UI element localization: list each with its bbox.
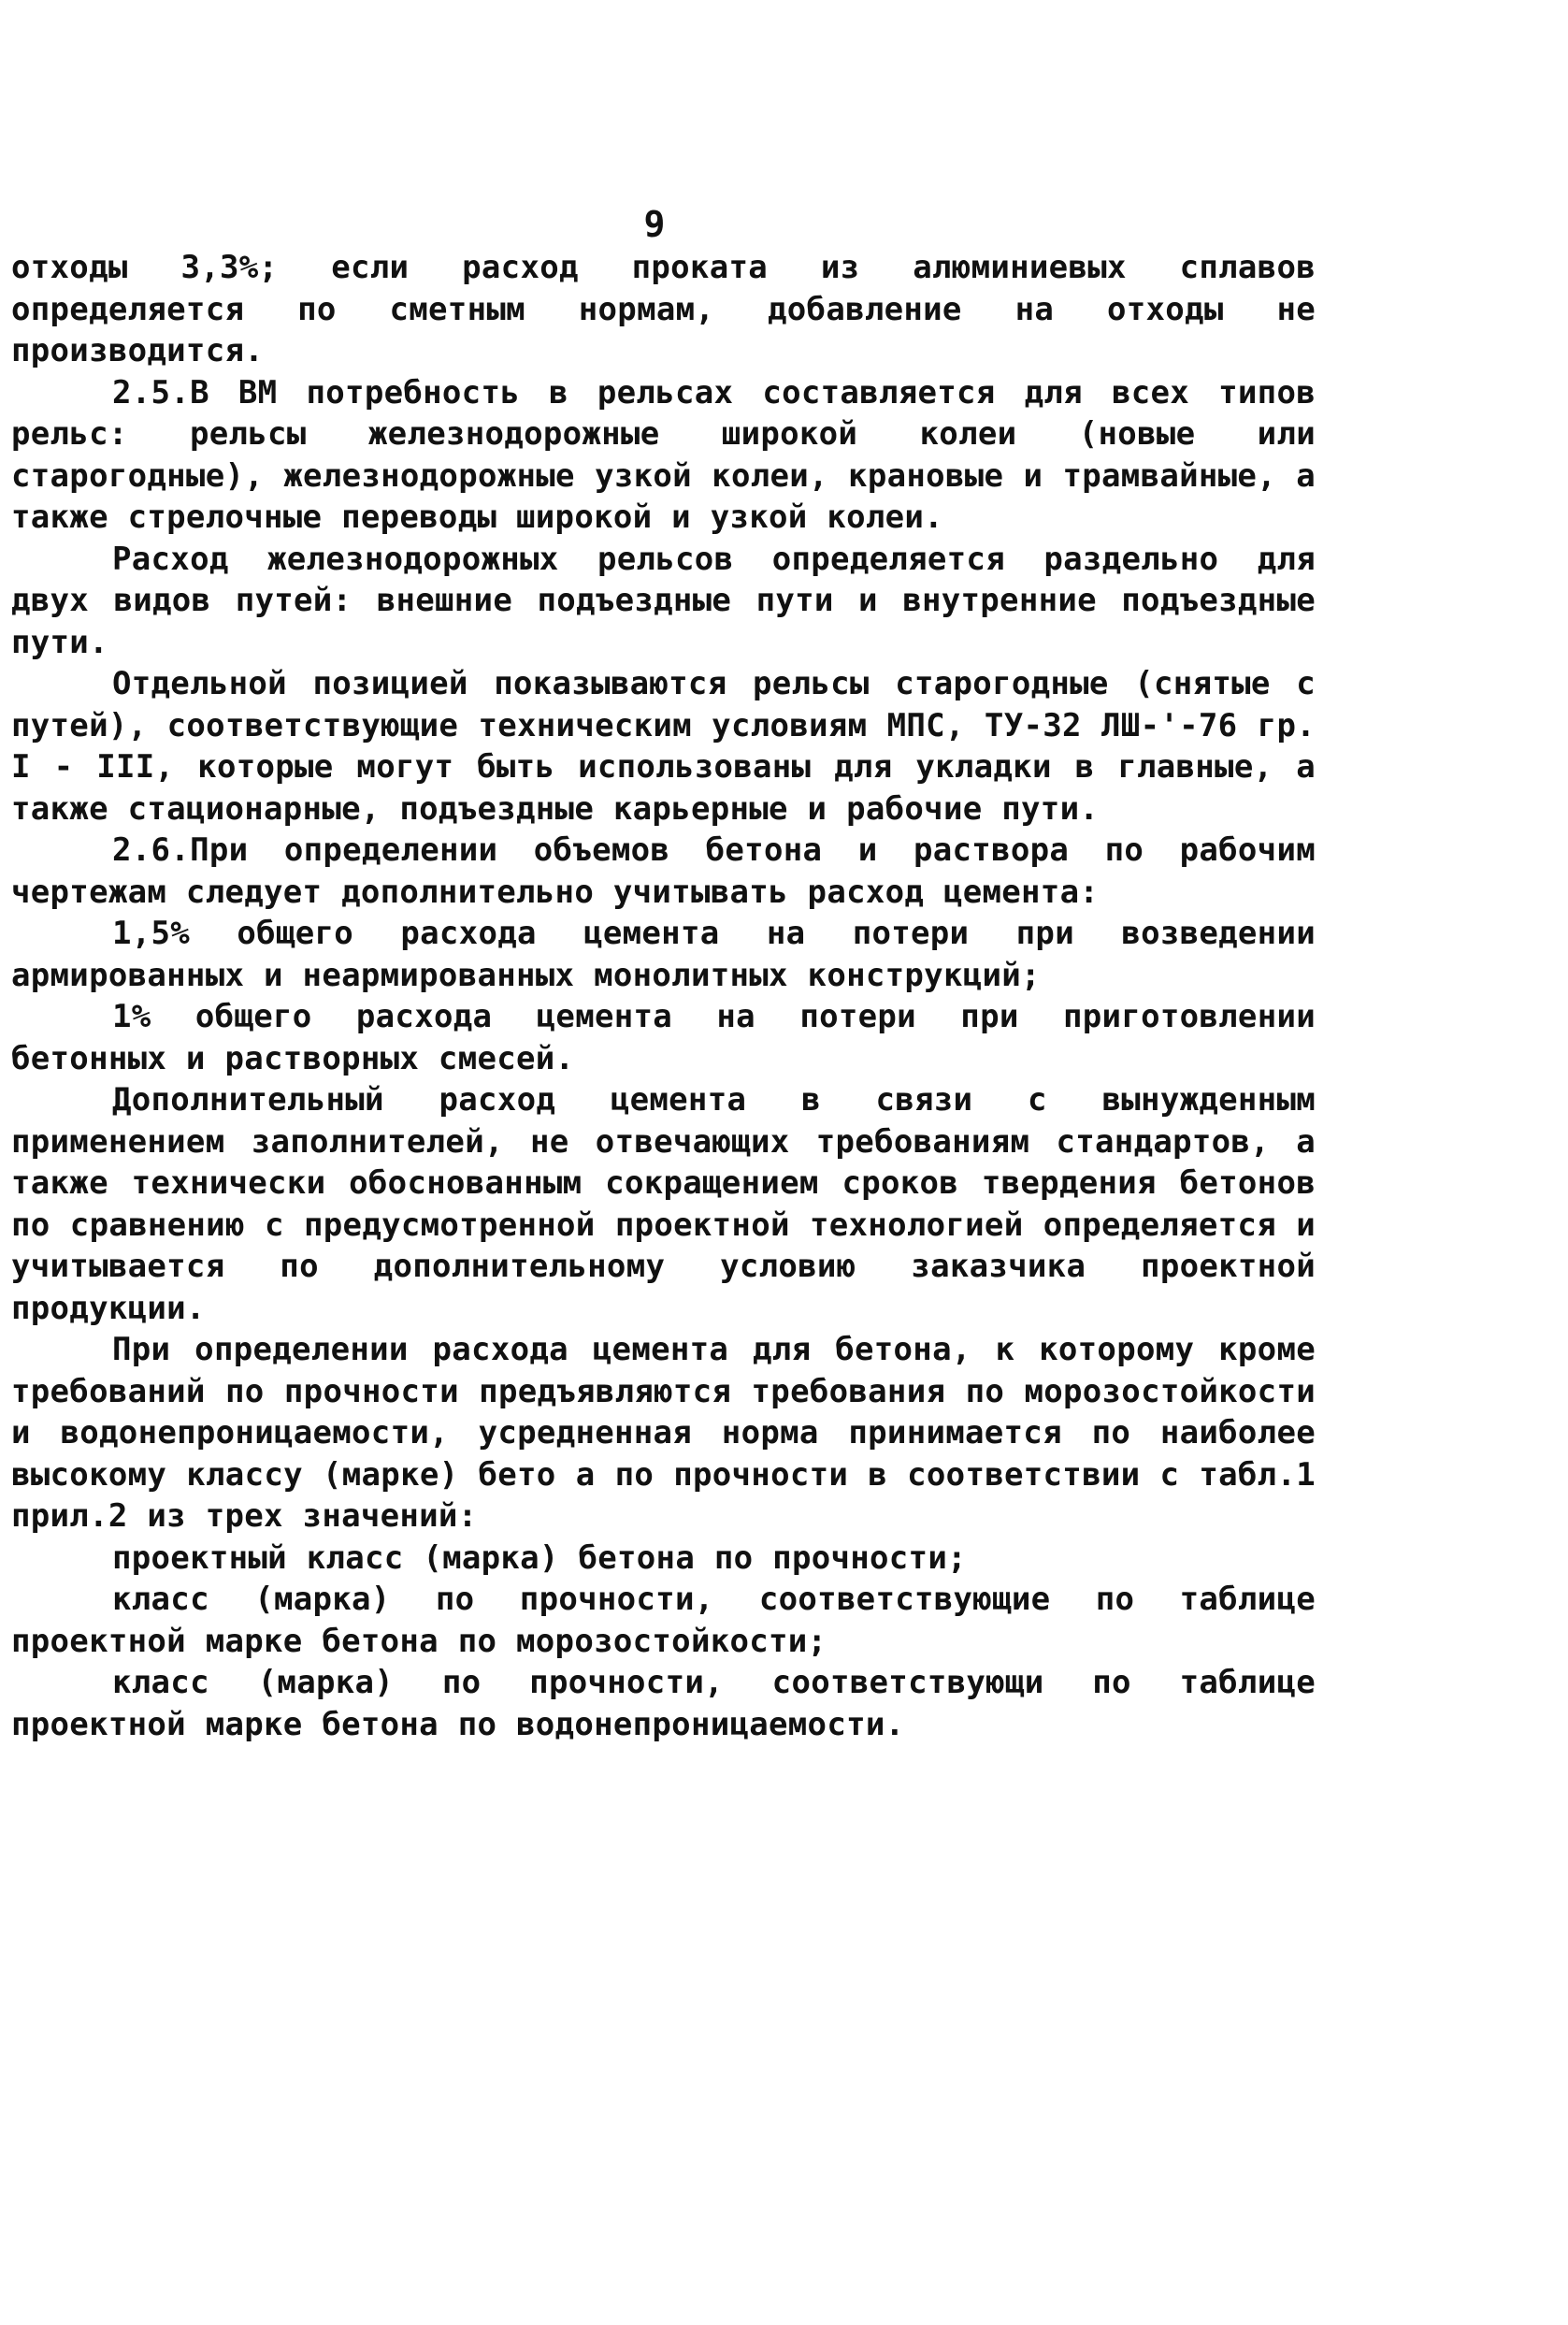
- paragraph: 1,5% общего расхода цемента на потери при возведении армированных и неармированных монолитных конструкций;: [11, 915, 1316, 994]
- page-number: 9: [643, 204, 666, 245]
- paragraph: проектный класс (марка) бетона по прочности;: [112, 1538, 967, 1577]
- paragraph: При определении расхода цемента для бетона, к которому кроме требований по прочности предъявляются требования по морозостойкости и водонепроницаемости, усредненная норма принимается по наиболее высокому классу (марке) бето а по прочности в соответствии с табл.1 прил.2 из трех значений:: [11, 1331, 1316, 1535]
- paragraph: отходы 3,3%; если расход проката из алюминиевых сплавов определяется по сметным нормам, добавление на отходы не производится.: [11, 249, 1316, 369]
- text-body: [11, 247, 1316, 1745]
- paragraph: 1% общего расхода цемента на потери при приготовлении бетонных и растворных смесей.: [11, 998, 1316, 1077]
- paragraph: класс (марка) по прочности, соответствующие по таблице проектной марке бетона по морозостойкости;: [11, 1581, 1316, 1660]
- paragraph: класс (марка) по прочности, соответствующи по таблице проектной марке бетона по водонепроницаемости.: [11, 1664, 1316, 1743]
- paragraph: Отдельной позицией показываются рельсы старогодные (снятые с путей), соответствующие техническим условиям МПС, ТУ-32 ЛШ-'-76 гр. I - III, которые могут быть использованы для укладки в главные, а также стационарные, подъездные карьерные и рабочие пути.: [11, 665, 1316, 828]
- paragraph: 2.5.В ВМ потребность в рельсах составляется для всех типов рельс: рельсы железнодорожные широкой колеи (новые или старогодные), железнодорожные узкой колеи, крановые и трамвайные, а также стрелочные переводы широкой и узкой колеи.: [11, 373, 1316, 536]
- paragraph: 2.6.При определении объемов бетона и раствора по рабочим чертежам следует дополнительно учитывать расход цемента:: [11, 831, 1316, 911]
- paragraph: Расход железнодорожных рельсов определяется раздельно для двух видов путей: внешние подъездные пути и внутренние подъездные пути.: [11, 540, 1316, 661]
- paragraph: Дополнительный расход цемента в связи с вынужденным применением заполнителей, не отвечающих требованиям стандартов, а также технически обоснованным сокращением сроков твердения бетонов по сравнению с предусмотренной проектной технологией определяется и учитывается по дополнительному условию заказчика проектной продукции.: [11, 1081, 1316, 1327]
